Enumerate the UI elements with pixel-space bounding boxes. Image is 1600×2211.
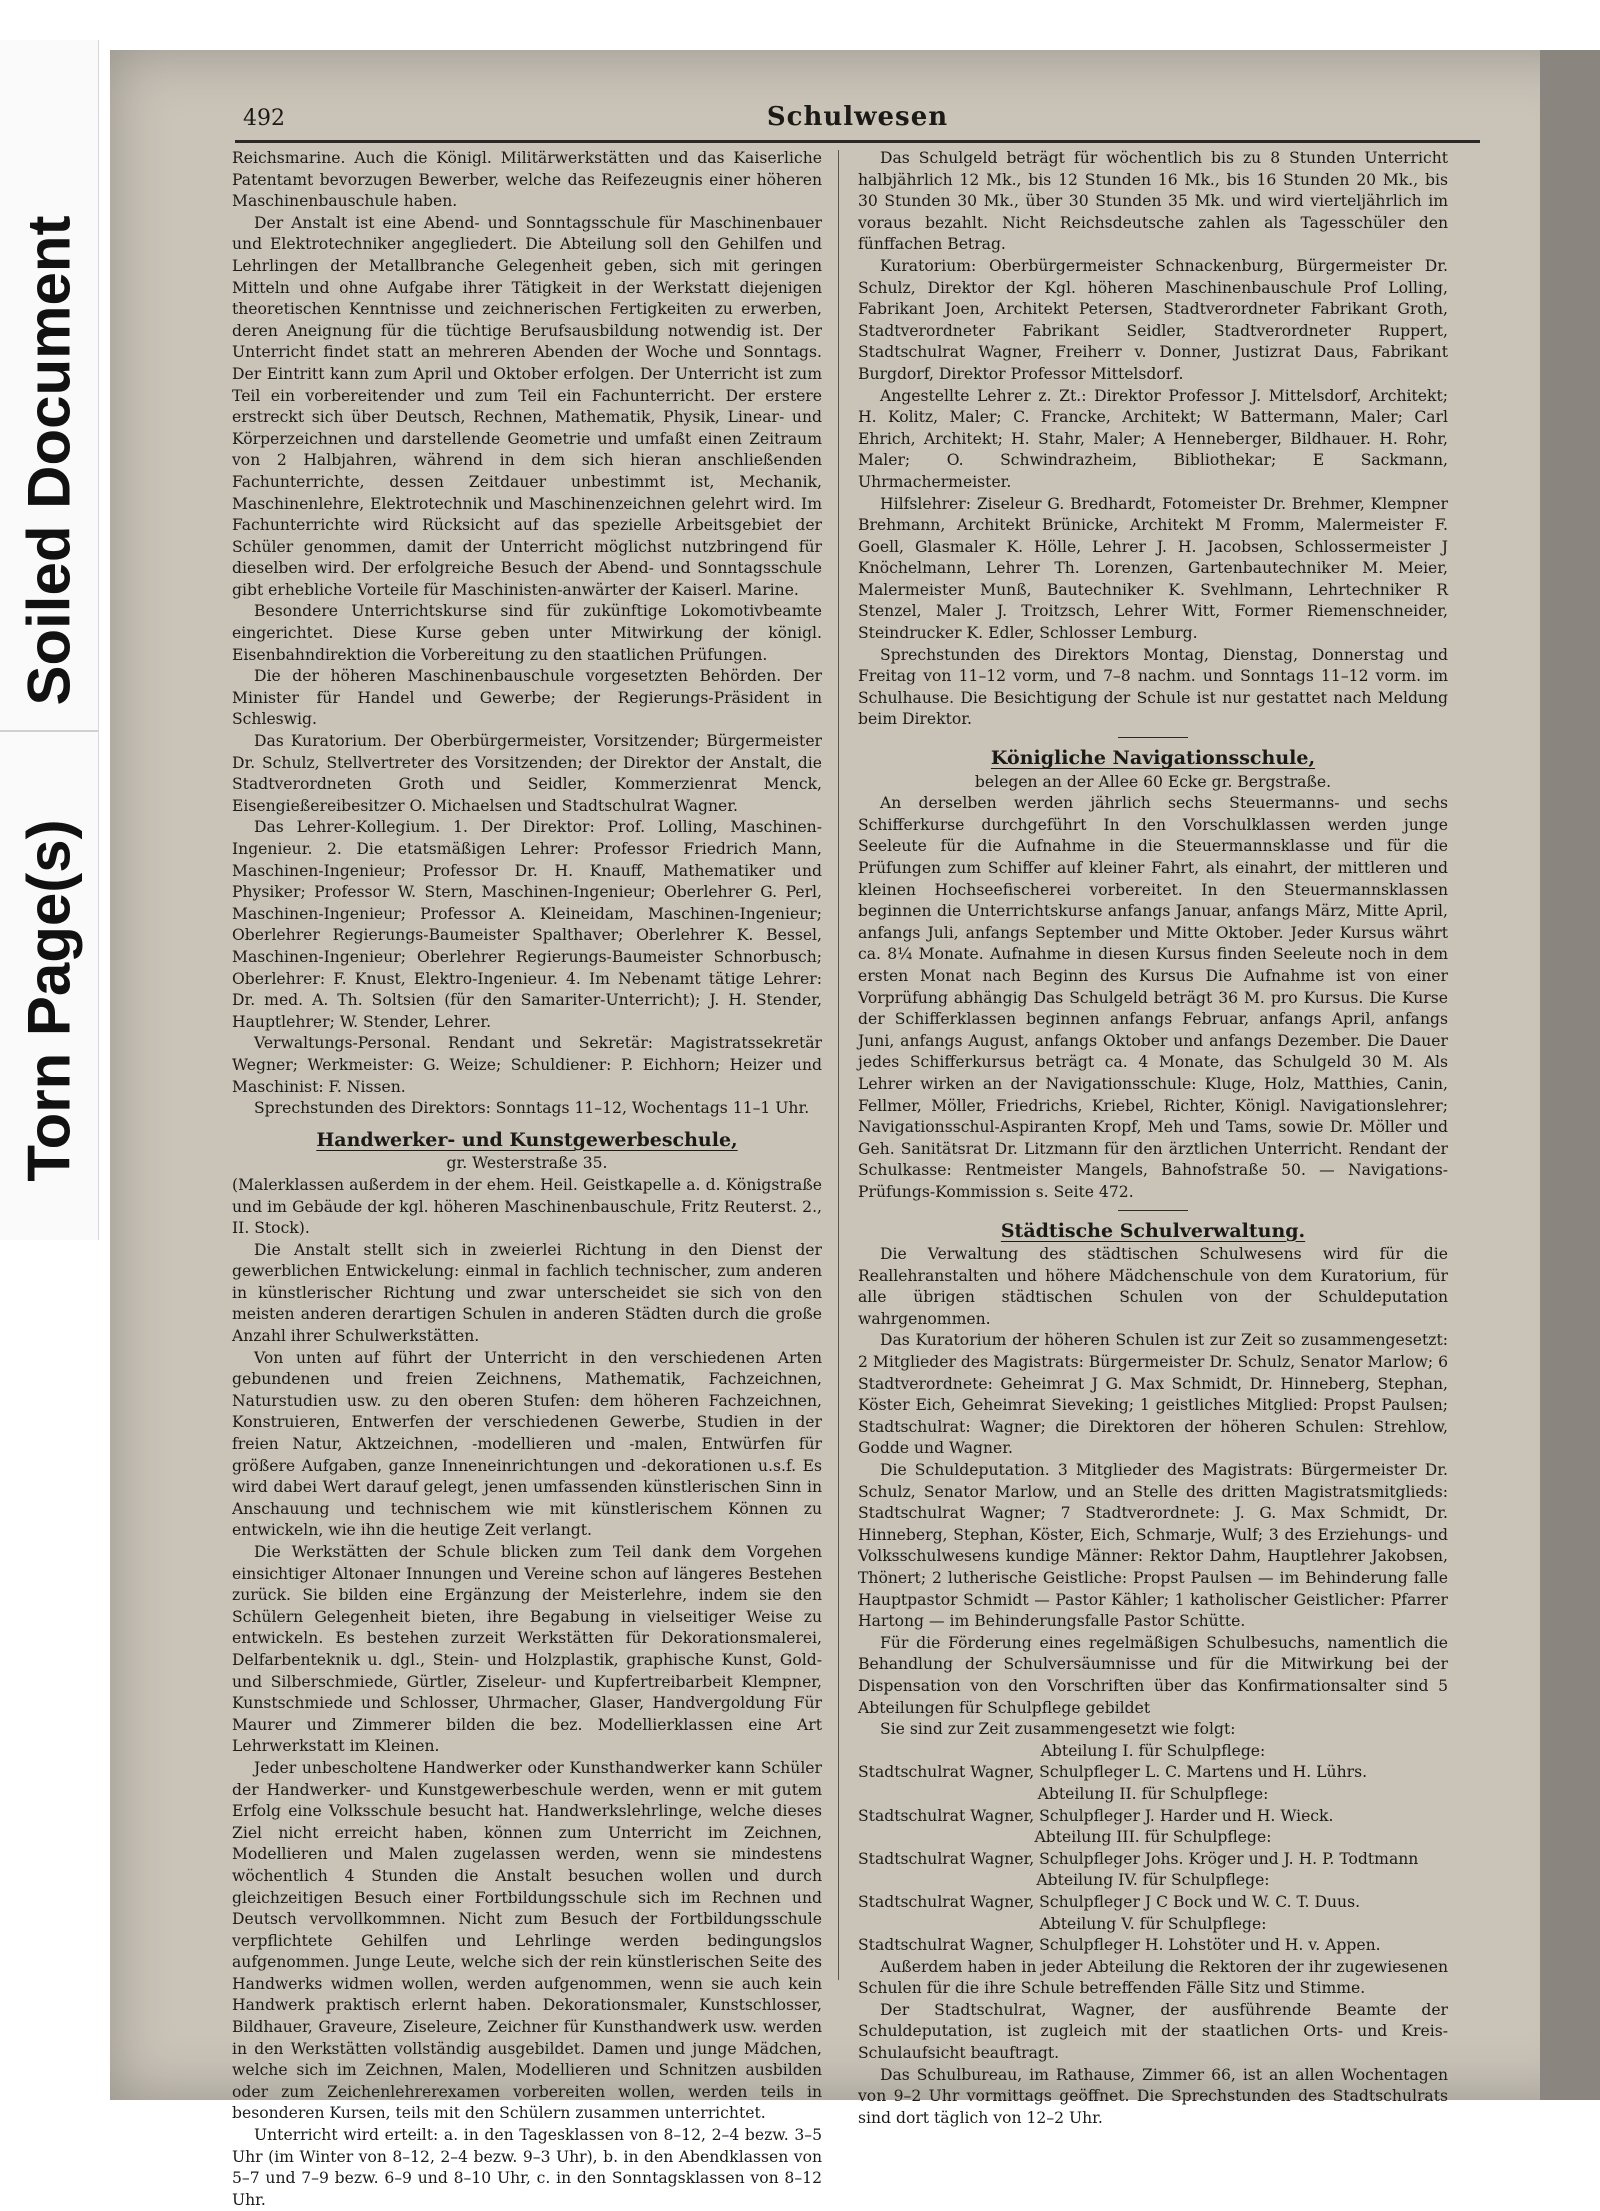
department-heading: Abteilung III. für Schulpflege: <box>1034 1828 1272 1847</box>
department-heading: Abteilung I. für Schulpflege: <box>1040 1741 1266 1760</box>
paragraph: Das Kuratorium. Der Oberbürgermeister, Vorsitzender; Bürgermeister Dr. Schulz, Stellvertreter des Vorsitzenden; der Direktor der Anstalt, die Stadtverordneten Groth und Seidler, Kommerzienrat Menck, Eisengießereibesitzer O. Michaelsen und Stadtschulrat Wagner. <box>232 732 822 815</box>
paragraph: An derselben werden jährlich sechs Steuermanns- und sechs Schifferkurse durchgeführt In den Vorschulklassen werden junge Seeleute für die Aufnahme in die Steuermannsklasse und für die Prüfungen zum Schiffer auf kleiner Fahrt, als einahrt, der mittleren und kleinen Hochseefischerei vorbereitet. In den Steuermannsklassen beginnen die Unterrichtskurse anfangs Januar, anfangs März, Mitte April, anfangs Juli, anfangs September und Mitte Oktober. Jeder Kursus währt ca. 8¼ Monate. Aufnahme in diesen Kursus finden Seeleute noch in dem ersten Monat nach Beginn des Kursus Die Aufnahme ist von einer Vorprüfung abhängig Das Schulgeld beträgt 36 M. pro Kursus. Die Kurse der Schifferklassen beginnen anfangs Februar, anfangs April, anfangs Juni, anfangs August, anfangs Oktober und anfangs Dezember. Die Dauer jedes Schifferkursus beträgt ca. 4 Monate, das Schulgeld 30 M. Als Lehrer wirken an der Navigationsschule: Kluge, Holz, Matthies, Canin, Fellmer, Möller, Friedrichs, Kriebel, Richter, Königl. Navigationslehrer; Navigationsschul-Aspiranten Kropf, Meh und Tams, sowie Dr. Möller und Geh. Sanitätsrat Dr. Litzmann für den ärztlichen Unterricht. Rendant der Schulkasse: Rentmeister Mangels, Bahnofstraße 50. — Navigations-Prüfungs-Kommission s. Seite 472. <box>858 794 1448 1201</box>
paragraph: Sprechstunden des Direktors: Sonntags 11–12, Wochentags 11–1 Uhr. <box>254 1099 810 1118</box>
department-heading: Abteilung II. für Schulpflege: <box>1037 1784 1269 1803</box>
paragraph: Der Stadtschulrat, Wagner, der ausführende Beamte der Schuldeputation, ist zugleich mit der staatlichen Orts- und Kreis-Schulaufsicht beauftragt. <box>858 2000 1448 2063</box>
paragraph: Die Schuldeputation. 3 Mitglieder des Magistrats: Bürgermeister Dr. Schulz, Senator Marlow, und an Stelle des dritten Magistratsmitglieds: Stadtschulrat Wagner; 7 Stadtverordnete: J. G. Max Schmidt, Dr. Hinneberg, Stephan, Köster, Eich, Schmarje, Wulf; 3 des Erziehungs- und Volksschulwesens kundige Männer: Rektor Dahm, Hauptlehrer Jakobsen, Thönert; 2 lutherische Geistliche: Propst Paulsen — im Behinderung falle Hauptpastor Schmidt — Pastor Kähler; 1 katholischer Geistlicher: Pfarrer Hartong — im Behinderungsfalle Pastor Schütte. <box>858 1461 1448 1631</box>
scanned-page-edge <box>1540 50 1600 2100</box>
paragraph: Jeder unbescholtene Handwerker oder Kunsthandwerker kann Schüler der Handwerker- und Kunstgewerbeschule werden, wenn er mit gutem Erfolg eine Volksschule besucht hat. Handwerkslehrlinge, welche dieses Ziel nicht erreicht haben, können zum Unterricht im Zeichnen, Modellieren und Malen zugelassen werden, wenn sie mindestens wöchentlich 4 Stunden die Anstalt besuchen wollen und durch gleichzeitigen Besuch einer Fortbildungsschule sich im Rechnen und Deutsch vervollkommnen. Nicht zum Besuch der Fortbildungsschule verpflichtete Gehilfen und Lehrlinge werden bedingungslos aufgenommen. Junge Leute, welche sich der rein künstlerischen Seite des Handwerks widmen wollen, werden aufgenommen, wenn sie auch kein Handwerk praktisch erlernt haben. Dekorationsmaler, Kunstschlosser, Bildhauer, Graveure, Ziseleure, Zeichner für Kunsthandwerk usw. werden in den Werkstätten vollständig ausgebildet. Damen und junge Mädchen, welche sich im Zeichnen, Malen, Modellieren und Schnitzen ausbilden oder zum Zeichenlehrerexamen vorbereiten wollen, werden teils in besonderen Kursen, teils mit den Schülern zusammen unterrichtet. <box>232 1758 822 2123</box>
department-heading: Abteilung IV. für Schulpflege: <box>1036 1871 1270 1890</box>
paragraph: Das Schulgeld beträgt für wöchentlich bis zu 8 Stunden Unterricht halbjährlich 12 Mk., bis 12 Stunden 16 Mk., bis 16 Stunden 20 Mk., bis 30 Stunden 30 Mk., über 30 Stunden 35 Mk. und wird vierteljährlich im voraus bezahlt. Nicht Reichsdeutsche zahlen als Tagesschüler den fünffachen Betrag. <box>858 149 1448 254</box>
section-heading: Königliche Navigationsschule, <box>990 747 1316 770</box>
torn-pages-label: Torn Page(s) <box>15 818 83 1182</box>
paragraph: Sie sind zur Zeit zusammengesetzt wie folgt: <box>880 1720 1236 1739</box>
label-strip <box>0 40 99 1240</box>
paragraph: Das Schulbureau, im Rathause, Zimmer 66, ist an allen Wochentagen von 9–2 Uhr vormittags geöffnet. Die Sprechstunden des Stadtschulrats sind dort täglich von 12–2 Uhr. <box>858 2065 1448 2127</box>
paragraph: Kuratorium: Oberbürgermeister Schnackenburg, Bürgermeister Dr. Schulz, Direktor der Kgl. höheren Maschinenbauschule Prof Lolling, Fabrikant Joen, Architekt Petersen, Stadtverordneter Fabrikant Groth, Stadtverordneter Fabrikant Seidler, Stadtverordneter Ruppert, Stadtschulrat Wagner, Freiherr v. Donner, Justizrat Daus, Fabrikant Burgdorf, Direktor Professor Mittelsdorf. <box>858 256 1448 383</box>
department-heading: Abteilung V. für Schulpflege: <box>1039 1914 1267 1933</box>
paragraph: Verwaltungs-Personal. Rendant und Sekretär: Magistratssekretär Wegner; Werkmeister: G. Weize; Schuldiener: P. Eichhorn; Heizer und Maschinist: F. Nissen. <box>232 1034 822 1096</box>
section-heading: Städtische Schulverwaltung. <box>1000 1219 1306 1242</box>
paragraph: Außerdem haben in jeder Abteilung die Rektoren der ihr zugewiesenen Schulen für die ihre Schule betreffenden Fälle Sitz und Stimme. <box>858 1957 1448 1998</box>
separator <box>1118 1210 1188 1211</box>
page-number: 492 <box>243 106 285 131</box>
paragraph: Das Lehrer-Kollegium. 1. Der Direktor: Prof. Lolling, Maschinen-Ingenieur. 2. Die etatsmäßigen Lehrer: Professor Friedrich Mann, Maschinen-Ingenieur; Professor Dr. H. Knauff, Mathematiker und Physiker; Professor W. Stern, Maschinen-Ingenieur; Oberlehrer G. Perl, Maschinen-Ingenieur; Professor A. Kleineidam, Maschinen-Ingenieur; Oberlehrer Regierungs-Baumeister Spalthaver; Oberlehrer K. Bessel, Maschinen-Ingenieur; Oberlehrer Regierungs-Baumeister Schnorbusch; Oberlehrer: F. Knust, Elektro-Ingenieur. 4. Im Nebenamt tätige Lehrer: Dr. med. A. Th. Soltsien (für den Samariter-Unterricht); J. H. Stender, Hauptlehrer; W. Stender, Lehrer. <box>232 818 822 1031</box>
separator <box>1118 737 1188 738</box>
section-address: gr. Westerstraße 35. <box>446 1154 608 1173</box>
section-heading: Handwerker- und Kunstgewerbeschule, <box>316 1128 738 1151</box>
paragraph: Die Anstalt stellt sich in zweierlei Richtung in den Dienst der gewerblichen Entwickelung: einmal in fachlich technischer, zum anderen in künstlerischer Richtung und zwar unterscheidet sie sich von den meisten anderen derartigen Schulen in anderen Städten durch die große Anzahl ihrer Schulwerkstätten. <box>232 1240 822 1346</box>
paragraph: Für die Förderung eines regelmäßigen Schulbesuchs, namentlich die Behandlung der Schulversäumnisse und für die Mitwirkung bei der Dispensation von den Vorschriften über das Konfirmationsalter sind 5 Abteilungen für Schulpflege gebildet <box>858 1633 1448 1717</box>
paragraph: Die Verwaltung des städtischen Schulwesens wird für die Reallehranstalten und höhere Mädchenschule von dem Kuratorium, für alle übrigen städtischen Schulen von der Schuldeputation wahrgenommen. <box>858 1245 1448 1328</box>
paragraph: Das Kuratorium der höheren Schulen ist zur Zeit so zusammengesetzt: 2 Mitglieder des Magistrats: Bürgermeister Dr. Schulz, Senator Marlow; 6 Stadtverordnete: Geheimrat J G. Max Schmidt, Dr. Hinneberg, Stephan, Köster Eich, Geheimrat Sieveking; 1 geistliches Mitglied: Propst Paulsen; Stadtschulrat: Wagner; die Direktoren der höheren Schulen: Strehlow, Godde und Wagner. <box>858 1331 1449 1458</box>
paragraph: Die Werkstätten der Schule blicken zum Teil dank dem Vorgehen einsichtiger Altonaer Innungen und Vereine schon auf längeres Bestehen zurück. Sie bilden eine Ergänzung der Meisterlehre, indem sie den Schülern Gelegenheit bieten, ihre Begabung in vielseitiger Weise zu entwickeln. Es bestehen zurzeit Werkstätten für Dekorationsmalerei, Delfarbenteknik u. dgl., Stein- und Holzplastik, graphische Kunst, Gold- und Silberschmiede, Gürtler, Ziseleur- und Kupfertreibarbeit Klempner, Kunstschmiede und Schlosser, Uhrmacher, Glaser, Handvergoldung Für Maurer und Zimmerer bilden die bez. Modellierklassen eine Art Lehrwerkstatt im Kleinen. <box>232 1543 822 1756</box>
department-members: Stadtschulrat Wagner, Schulpfleger J. Harder und H. Wieck. <box>858 1806 1334 1825</box>
right-column <box>858 148 1448 2129</box>
department-members: Stadtschulrat Wagner, Schulpfleger L. C. Martens und H. Lührs. <box>858 1763 1368 1782</box>
paragraph: Angestellte Lehrer z. Zt.: Direktor Professor J. Mittelsdorf, Architekt; H. Kolitz, Maler; C. Francke, Architekt; W Battermann, Maler; Carl Ehrich, Architekt; H. Stahr, Maler; A Henneberger, Bildhauer. H. Rohr, Maler; O. Schwindrazheim, Bibliothekar; E Sackmann, Uhrmachermeister. <box>858 386 1448 491</box>
page-header <box>235 100 1480 143</box>
department-members: Stadtschulrat Wagner, Schulpfleger Johs. Kröger und J. H. P. Todtmann <box>858 1849 1419 1868</box>
paragraph: Besondere Unterrichtskurse sind für zukünftige Lokomotivbeamte eingerichtet. Diese Kurse geben unter Mitwirkung der königl. Eisenbahndirektion die Vorbereitung zu den staatlichen Prüfungen. <box>232 602 822 664</box>
page-title: Schulwesen <box>766 102 949 132</box>
left-column <box>232 148 822 2211</box>
paragraph: Der Anstalt ist eine Abend- und Sonntagsschule für Maschinenbauer und Elektrotechniker angegliedert. Die Abteilung soll den Gehilfen und Lehrlingen der Metallbranche Gelegenheit geben, sich mit geringen Mitteln und ohne Aufgabe ihrer Tätigkeit in der Werkstatt diejenigen theoretischen Kenntnisse und zeichnerischen Fertigkeiten zu erwerben, deren Aneignung für die tüchtige Berufsausbildung notwendig ist. Der Unterricht findet statt an mehreren Abenden der Woche und Sonntags. Der Eintritt kann zum April und Oktober erfolgen. Der Unterricht ist zum Teil ein vorbereitender und zum Teil ein Fachunterricht. Der erstere erstreckt sich über Deutsch, Rechnen, Mathematik, Physik, Linear- und Körperzeichnen und darstellende Geometrie und umfaßt einen Zeitraum von 2 Halbjahren, während in dem sich hieran anschließenden Fachunterrichte, dessen Zeitdauer unbestimmt ist, Mechanik, Maschinenlehre, Elektrotechnik und Maschinenzeichnen gelehrt wird. Im Fachunterrichte wird Rücksicht auf das spezielle Arbeitsgebiet der Schüler genommen, damit der Unterricht möglichst nutzbringend für dieselben wird. Der erfolgreiche Besuch der Abend- und Sonntagsschule gibt erhebliche Vorteile für Maschinisten-anwärter der Kaiserl. Marine. <box>232 213 822 599</box>
paragraph: Sprechstunden des Direktors Montag, Dienstag, Donnerstag und Freitag von 11–12 vorm, und 7–8 nachm. und Sonntags 11–12 vorm. im Schulhause. Die Besichtigung der Schule ist nur gestattet nach Meldung beim Direktor. <box>858 645 1448 729</box>
section-address: belegen an der Allee 60 Ecke gr. Bergstraße. <box>974 772 1332 791</box>
paragraph: Von unten auf führt der Unterricht in den verschiedenen Arten gebundenen und freien Zeichnens, Mathematik, Fachzeichnen, Naturstudien usw. zu den oberen Stufen: dem höheren Fachzeichnen, Konstruieren, Entwerfen der verschiedenen Gewerbe, Studien in der freien Natur, Aktzeichnen, -modellieren und -malen, Entwürfen für größere Aufgaben, ganze Inneneinrichtungen und -dekorationen u.s.f. Es wird dabei Wert darauf gelegt, jenen umfassenden künstlerischen Sinn in Anschauung und technischem wie mit künstlerischem Können zu entwickeln, wie ihn die heutige Zeit verlangt. <box>232 1348 822 1540</box>
paragraph: (Malerklassen außerdem in der ehem. Heil. Geistkapelle a. d. Königstraße und im Gebäude der kgl. höheren Maschinenbauschule, Fritz Reuterst. 2., II. Stock). <box>232 1175 822 1238</box>
department-members: Stadtschulrat Wagner, Schulpfleger J C Bock und W. C. T. Duus. <box>858 1892 1361 1911</box>
soiled-document-label: Soiled Document <box>0 190 98 732</box>
column-divider <box>838 150 839 1980</box>
paragraph: Hilfslehrer: Ziseleur G. Bredhardt, Fotomeister Dr. Brehmer, Klempner Brehmann, Architekt Brünicke, Architekt M Fromm, Malermeister F. Goell, Glasmaler K. Hölle, Lehrer J. H. Jacobsen, Schlossermeister J Knöchelmann, Lehrer Th. Lorenzen, Gartenbautechniker M. Meier, Malermeister Munß, Bautechniker K. Svehlmann, Lehrtechniker R Stenzel, Maler J. Troitzsch, Lehrer Witt, Former Riemenschneider, Steindrucker K. Edler, Schlosser Lemburg. <box>858 494 1448 643</box>
paragraph: Die der höheren Maschinenbauschule vorgesetzten Behörden. Der Minister für Handel und Gewerbe; der Regierungs-Präsident in Schleswig. <box>232 667 822 729</box>
paragraph: Reichsmarine. Auch die Königl. Militärwerkstätten und das Kaiserliche Patentamt bevorzugen Bewerber, welche das Reifezeugnis einer höheren Maschinenbauschule haben. <box>232 149 822 211</box>
department-members: Stadtschulrat Wagner, Schulpfleger H. Lohstöter und H. v. Appen. <box>858 1936 1381 1955</box>
paragraph: Unterricht wird erteilt: a. in den Tagesklassen von 8–12, 2–4 bezw. 3–5 Uhr (im Winter von 8–12, 2–4 bezw. 9–3 Uhr), b. in den Abendklassen von 5–7 und 7–9 bezw. 6–9 und 8–10 Uhr, c. in den Sonntagsklassen von 8–12 Uhr. <box>232 2126 822 2209</box>
